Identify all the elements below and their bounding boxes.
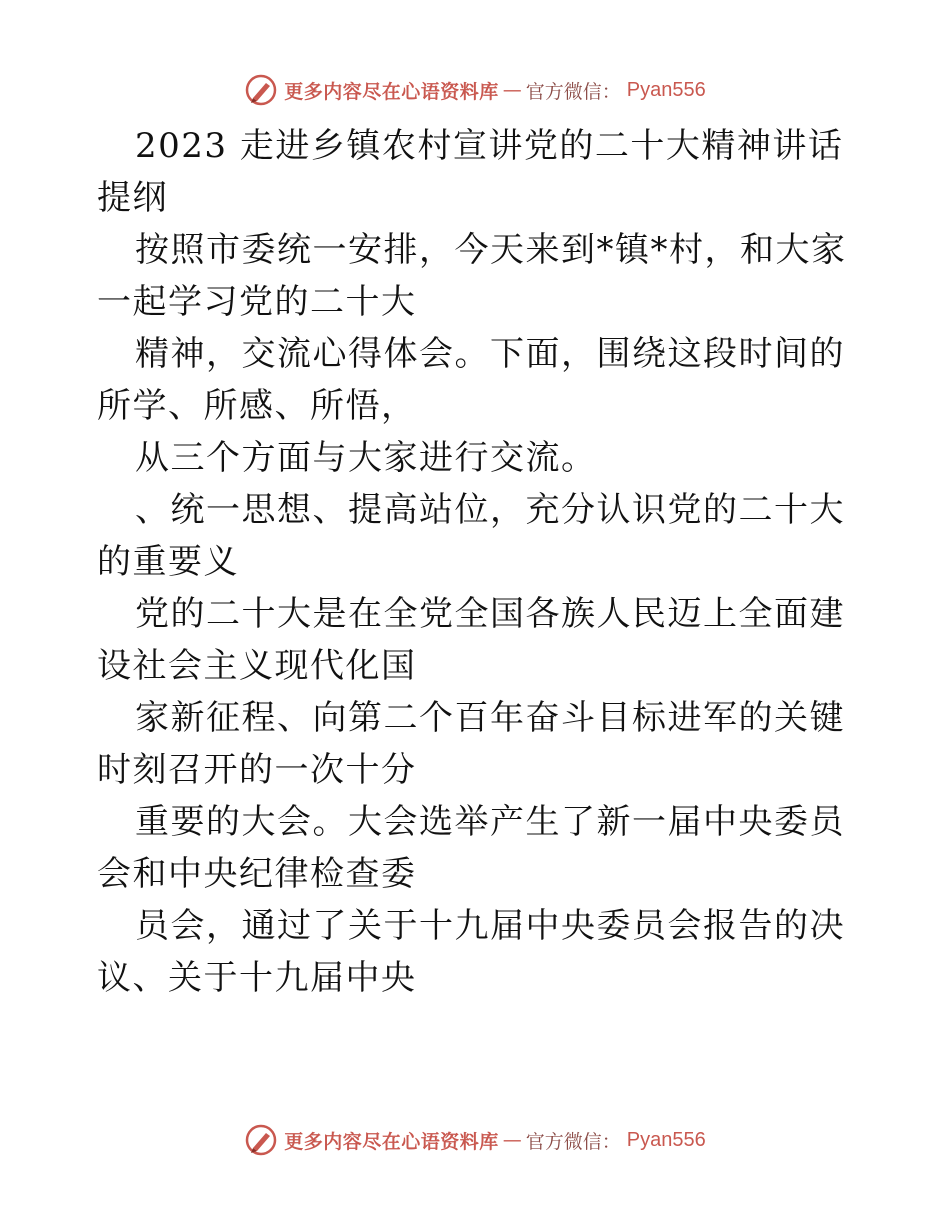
document-body [97, 120, 857, 1004]
paragraph: 按照市委统一安排，今天来到*镇*村，和大家一起学习党的二十大 [97, 230, 847, 322]
pen-logo-icon [244, 73, 278, 107]
header-banner-separator: — [502, 79, 522, 101]
paragraph: 精神，交流心得体会。下面，围绕这段时间的所学、所感、所悟， [97, 334, 845, 426]
document-title: 2023 走进乡镇农村宣讲党的二十大精神讲话提纲 [97, 126, 844, 218]
paragraph: 家新征程、向第二个百年奋斗目标进军的关键时刻召开的一次十分 [97, 698, 845, 790]
header-banner-text: 更多内容尽在心语资料库 [284, 80, 499, 103]
footer-banner-text: 更多内容尽在心语资料库 [284, 1130, 499, 1153]
paragraph: 员会，通过了关于十九届中央委员会报告的决议、关于十九届中央 [97, 906, 845, 998]
header-banner-label: 官方微信： [525, 80, 621, 103]
paragraph: 党的二十大是在全党全国各族人民迈上全面建设社会主义现代化国 [97, 594, 845, 686]
footer-banner [0, 1120, 950, 1160]
paragraph: 重要的大会。大会选举产生了新一届中央委员会和中央纪律检查委 [97, 802, 845, 894]
header-banner-wechat-id: Pyan556 [626, 78, 706, 101]
header-banner [0, 70, 950, 110]
section-heading: 、统一思想、提高站位，充分认识党的二十大的重要义 [97, 490, 845, 582]
pen-logo-icon [244, 1123, 278, 1157]
footer-banner-separator: — [502, 1129, 522, 1151]
footer-banner-label: 官方微信： [525, 1130, 621, 1153]
footer-banner-wechat-id: Pyan556 [626, 1128, 706, 1151]
paragraph: 从三个方面与大家进行交流。 [135, 438, 597, 478]
